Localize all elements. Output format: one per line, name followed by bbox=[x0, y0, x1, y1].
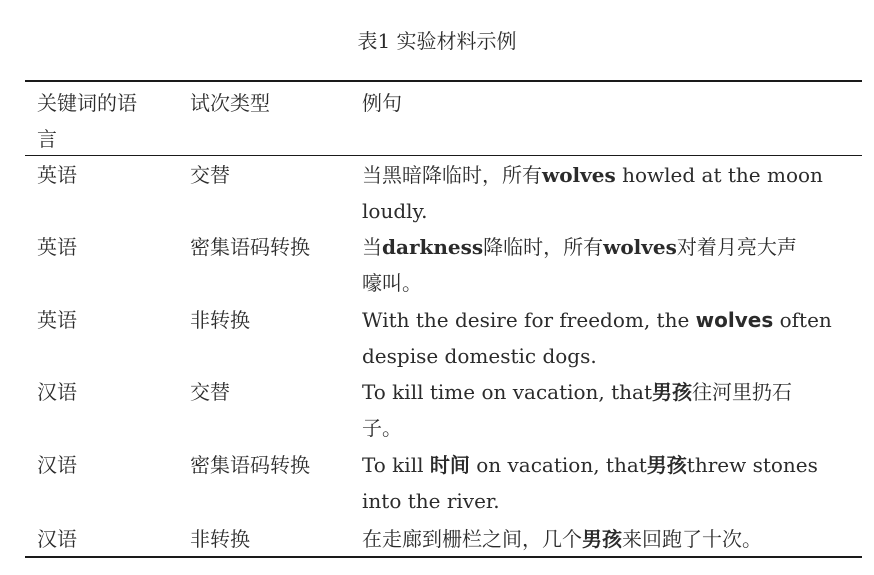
row3-text-b: often bbox=[773, 308, 832, 332]
row6-text-b: 来回跑了十次。 bbox=[622, 527, 762, 551]
row6-example-line1 bbox=[362, 521, 850, 557]
row2-language: 英语 bbox=[37, 235, 77, 259]
row4-text-b: 往河里扔石 bbox=[692, 380, 793, 404]
row1-example bbox=[362, 157, 850, 229]
row6-language: 汉语 bbox=[37, 527, 77, 551]
row5-language: 汉语 bbox=[37, 453, 77, 477]
row4-text-a: To kill time on vacation, that bbox=[362, 380, 653, 404]
row2-trial-type: 密集语码转换 bbox=[190, 235, 310, 259]
row5-example bbox=[362, 447, 850, 519]
row1-example-line2: loudly. bbox=[362, 199, 428, 223]
row1-language: 英语 bbox=[37, 163, 77, 187]
row2-text-a: 当 bbox=[362, 235, 382, 259]
row5-trial-type: 密集语码转换 bbox=[190, 453, 310, 477]
row3-example-line1 bbox=[362, 302, 850, 338]
row3-text-a: With the desire for freedom, the bbox=[362, 308, 696, 332]
row6-text-a: 在走廊到栅栏之间，几个 bbox=[362, 527, 582, 551]
row3-keyword: wolves bbox=[695, 308, 774, 332]
header-keyword-language bbox=[37, 85, 167, 157]
row3-example-line2: despise domestic dogs. bbox=[362, 344, 597, 368]
row4-example-line2: 子。 bbox=[362, 416, 402, 440]
row5-keyword-2: 男孩 bbox=[646, 453, 687, 477]
row5-example-line1 bbox=[362, 447, 850, 483]
row4-example bbox=[362, 374, 850, 446]
row5-keyword-1: 时间 bbox=[429, 453, 470, 477]
row6-trial-type: 非转换 bbox=[190, 527, 250, 551]
table-caption: 表1 实验材料示例 bbox=[357, 29, 517, 53]
row1-trial-type: 交替 bbox=[190, 163, 230, 187]
row3-trial-type: 非转换 bbox=[190, 308, 250, 332]
header-keyword-language-line1: 关键词的语 bbox=[37, 91, 137, 115]
row2-text-c: 对着月亮大声 bbox=[676, 235, 797, 259]
header-keyword-language-line2: 言 bbox=[37, 127, 57, 151]
row6-example bbox=[362, 521, 850, 557]
header-example: 例句 bbox=[362, 91, 402, 115]
row1-text-b: howled at the moon bbox=[615, 163, 823, 187]
row2-example bbox=[362, 229, 850, 301]
row4-example-line1 bbox=[362, 374, 850, 410]
row6-keyword: 男孩 bbox=[582, 527, 622, 551]
row5-text-a: To kill bbox=[362, 453, 430, 477]
row2-keyword-2: wolves bbox=[603, 235, 677, 259]
row3-example bbox=[362, 302, 850, 374]
row2-text-b: 降临时，所有 bbox=[483, 235, 604, 259]
row5-text-b: on vacation, that bbox=[469, 453, 647, 477]
row3-language: 英语 bbox=[37, 308, 77, 332]
row4-language: 汉语 bbox=[37, 380, 77, 404]
row4-trial-type: 交替 bbox=[190, 380, 230, 404]
row5-example-line2: into the river. bbox=[362, 489, 500, 513]
row2-example-line2: 嚎叫。 bbox=[362, 271, 422, 295]
row5-text-c: threw stones bbox=[686, 453, 818, 477]
row4-keyword: 男孩 bbox=[652, 380, 693, 404]
row1-example-line1 bbox=[362, 157, 850, 193]
row1-text-a: 当黑暗降临时，所有 bbox=[362, 163, 542, 187]
header-trial-type: 试次类型 bbox=[190, 91, 270, 115]
table-top-rule bbox=[25, 80, 862, 82]
row2-keyword-1: darkness bbox=[382, 235, 484, 259]
row2-example-line1 bbox=[362, 229, 850, 265]
row1-keyword: wolves bbox=[542, 163, 616, 187]
